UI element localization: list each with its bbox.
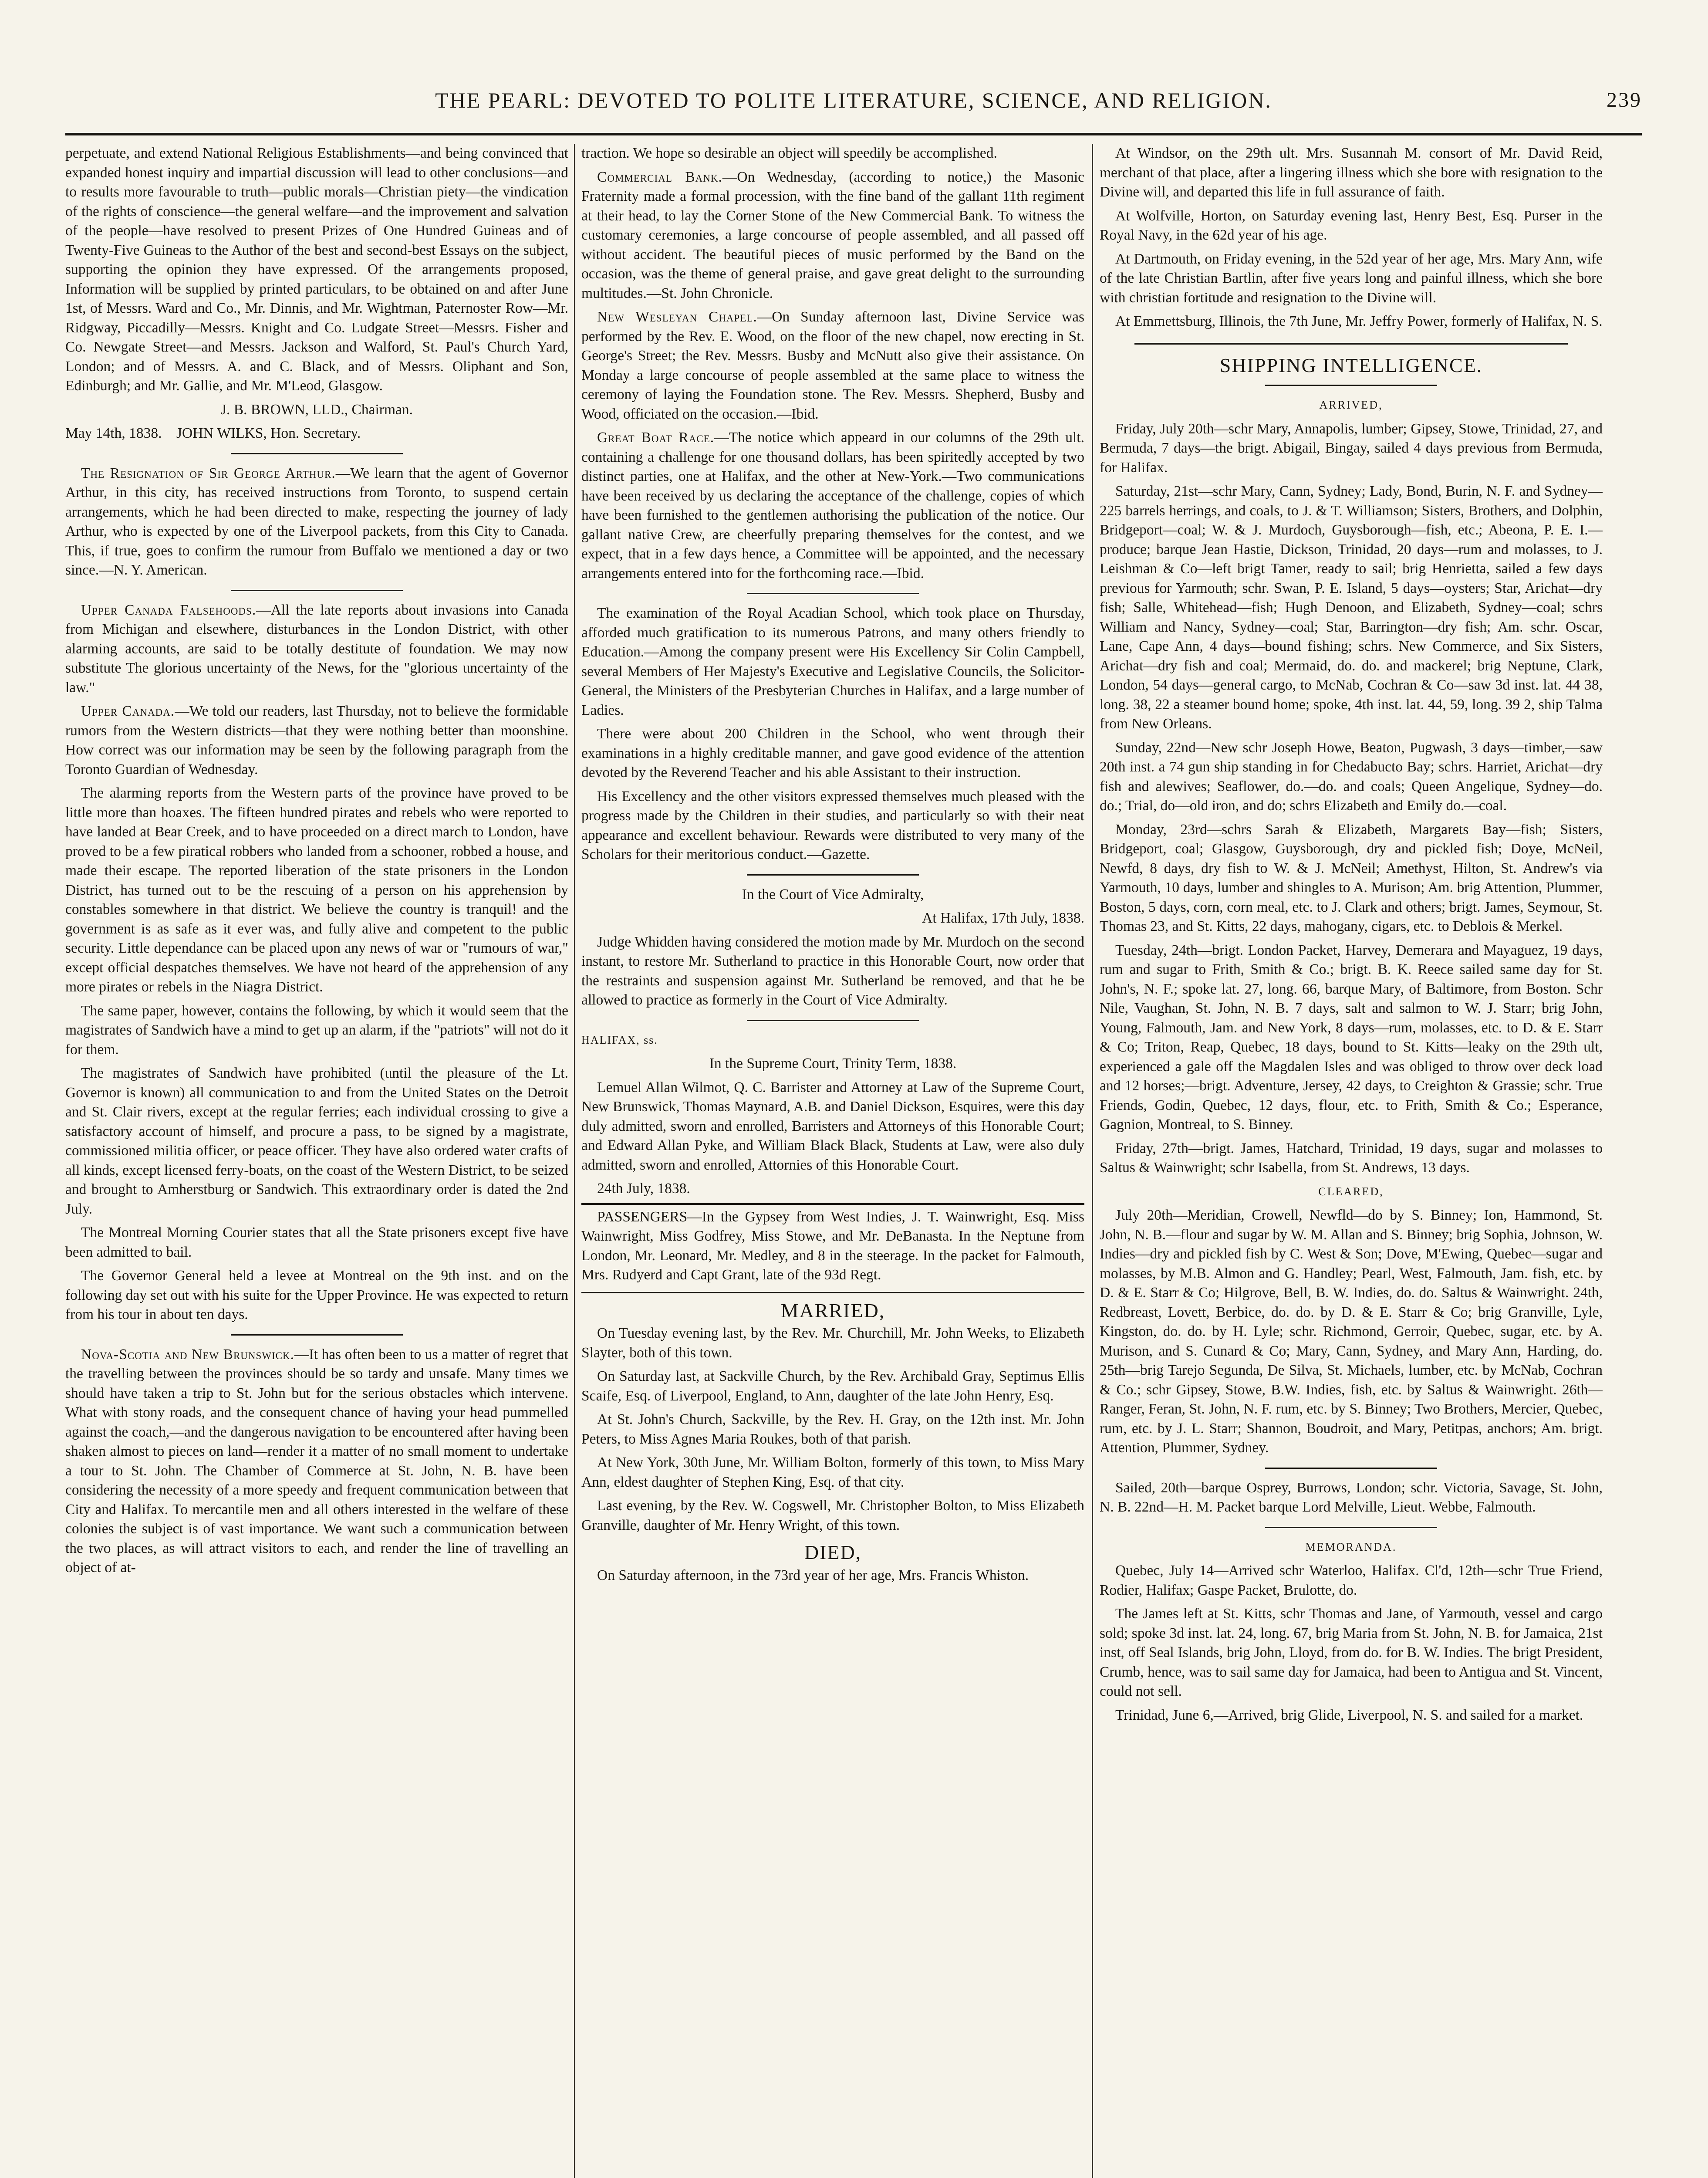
- separator: [1265, 385, 1437, 386]
- supreme-court-date: 24th July, 1838.: [597, 1180, 690, 1197]
- shipping-heading: SHIPPING INTELLIGENCE.: [1219, 354, 1483, 376]
- article-paragraph: His Excellency and the other visitors expressed themselves much pleased with the progress made by the Children in their studies, and particularly so with their neat appearance and excellent behaviour. Rewards were distributed to very many of the Scholars for their meritorious conduct.—Gazette.: [581, 788, 1084, 862]
- column-1: [65, 144, 568, 2178]
- separator: [231, 1334, 403, 1336]
- separator: [1265, 1468, 1437, 1469]
- article-text: —On Sunday afternoon last, Divine Service was performed by the Rev. E. Wood, on the floor of the new chapel, now erecting in St. George's Street; the Rev. Messrs. Busby and McNutt also give their assistance. On Monday a large concourse of people assembled at the same place to witness the ceremony of laying the Foundation stone. The Rev. Messrs. Shepherd, Busby and Wood, officiated on the occasion.—Ibid.: [581, 309, 1084, 422]
- married-heading: MARRIED,: [780, 1299, 885, 1322]
- court-title: In the Court of Vice Admiralty,: [742, 886, 924, 903]
- page-number: 239: [1607, 88, 1642, 112]
- article-prizes: perpetuate, and extend National Religious Establishments—and being convinced that expanded honest inquiry and impartial discussion will lead to other conclusions—and to results more favourable to truth—public morals—Christian piety—the vindication of the rights of conscience—the general welfare—and the improvement and salvation of the people—have resolved to present Prizes of One Hundred Guineas and of Twenty-Five Guineas to the Author of the best and second-best Essays on the subject, supporting the opinion they have expressed. Of the arrangements proposed, Information will be supplied by printed particulars, to be obtained on and after June 1st, of Messrs. Ward and Co., Mr. Dinnis, and Mr. Wightman, Paternoster Row—Mr. Ridgway, Piccadilly—Messrs. Knight and Co. Ludgate Street—Messrs. Fisher and Co. Newgate Street—and Messrs. Jackson and Walford, St. Paul's Church Yard, London; and of Messrs. A. and C. Black, and of Messrs. Oliphant and Son, Edinburgh; and Mr. Gallie, and Mr. M'Leod, Glasgow.: [65, 145, 568, 394]
- article-paragraph: The magistrates of Sandwich have prohibited (until the pleasure of the Lt. Governor is known) all communication to and from the United States on the Detroit and St. Clair rivers, except at the regular ferries; each individual crossing to give a satisfactory account of himself, and procure a pass, to be signed by a magistrate, commissioned militia officer, or peace officer. They have also ordered water crafts of all kinds, except licensed ferry-boats, on the coast of the Western District, to be seized and brought to Amherstburg or Sandwich. This extraordinary order is dated the 2nd July.: [65, 1065, 568, 1217]
- arrived-heading: ARRIVED,: [1319, 399, 1383, 411]
- column-2: [581, 144, 1084, 2178]
- arrived-entry: Saturday, 21st—schr Mary, Cann, Sydney; Lady, Bond, Burin, N. F. and Sydney—225 barrels herrings, and coals, to J. & T. Williamson; Sisters, Brothers, and Dolphin, Bridgeport—coal; W. & J. Murdoch, Guysborough—fish, etc.; Abeona, P. E. I.—produce; barque Jean Hastie, Dickson, Trinidad, 20 days—rum and molasses, to J. Leishman & Co—left brigt Tamer, ready to sail; brig Henrietta, sailed a few days previous for Yarmouth; schr. Swan, P. E. Island, 5 days—oysters; Star, Arichat—dry fish; Salle, Whitehead—fish; Hugh Denoon, and Elizabeth, Sydney—coal; schrs William and Nancy, Sydney—coal; Star, Barrington—dry fish; Am. schr. Oscar, Lane, Cape Ann, 4 days—bound fishing; schrs. New Commerce, and Six Sisters, Arichat—dry fish and coal; Mermaid, do. do. and mackerel; brig Neptune, Clark, London, 54 days—general cargo, to McNab, Cochran & Co—saw 3d inst. lat. 44 38, long. 38, 22 a steamer bound home; spoke, 4th inst. lat. 44, 59, long. 39 2, ship Talma from New Orleans.: [1100, 483, 1603, 732]
- masthead: [65, 83, 1642, 118]
- article-upper-canada: [65, 702, 568, 779]
- column-divider: [1092, 144, 1093, 2178]
- signature-secretary: JOHN WILKS, Hon. Secretary.: [176, 425, 361, 441]
- died-notice: At Windsor, on the 29th ult. Mrs. Susannah M. consort of Mr. David Reid, merchant of that place, after a lingering illness which she bore with resignation to the Divine will, and departed this life in full assurance of faith.: [1100, 145, 1603, 200]
- married-notice: At New York, 30th June, Mr. William Bolton, formerly of this town, to Miss Mary Ann, eldest daughter of Stephen King, Esq. of that city.: [581, 1454, 1084, 1490]
- separator: [747, 593, 919, 594]
- column-3: [1100, 144, 1603, 2178]
- article-school: The examination of the Royal Acadian School, which took place on Thursday, afforded much gratification to its numerous Patrons, and many others friendly to Education.—Among the company present were His Excellency Sir Colin Campbell, several Members of Her Majesty's Executive and Legislative Councils, the Solicitor-General, the Ministers of the Presbyterian Churches in Halifax, and a large number of Ladies.: [581, 605, 1084, 718]
- cleared-entry: July 20th—Meridian, Crowell, Newfld—do by S. Binney; Ion, Hammond, St. John, N. B.—flour and sugar by W. M. Allan and S. Binney; brig Sophia, Johnson, W. Indies—dry and pickled fish by C. West & Son; Dove, M'Ewing, Quebec—sugar and molasses, by M.B. Almon and G. Handley; Pearl, West, Falmouth, Jam. fish, etc. by D. & E. Starr & Co; Hilgrove, Bell, B. W. Indies, do. do. Saltus & Wainwright. 24th, Redbreast, Lovett, Berbice, do. do. by D. & E. Starr & Co; brig Granville, Lyle, Kingston, do. do. by H. Lyle; schr. Richmond, Gerroir, Quebec, sugar, etc. by A. Murison, and S. Cunard & Co; Mary, Cann, Sydney, and Mary Ann, Harding, do. 25th—brig Tarejo Segunda, De Silva, St. Michaels, lumber, etc. by McNab, Cochran & Co.; schr Gipsey, Stowe, B.W. Indies, fish, etc. by Saltus & Wainwright. 26th—Ranger, Feran, St. John, N. F. rum, etc. by S. Binney; Two Brothers, Mercier, Quebec, rum, etc. by J. L. Starr; Shannon, Boudroit, and Mary, Petitpas, anchors; Am. brigt. Attention, Plummer, Sydney.: [1100, 1207, 1603, 1456]
- memoranda-heading: MEMORANDA.: [1305, 1540, 1397, 1553]
- article-paragraph: The alarming reports from the Western parts of the province have proved to be little more than hoaxes. The fifteen hundred pirates and rebels who were reported to have landed at Bear Creek, and to have proceeded on a direct march to London, have proved to be a few piratical robbers who landed from a schooner, robbed a house, and made their escape. The reported liberation of the state prisoners in the London District, has turned out to be the rescuing of a person on his apprehension by constables somewhere in that district. We believe the country is tranquil! and the government is as safe as it ever was, and fully alive and competent to the public security. Little dependance can be placed upon any news of war or "rumours of war," except official despatches themselves. We have not heard of the apprehension of any more pirates or rebels in the Niagra District.: [65, 785, 568, 995]
- died-notice: On Saturday afternoon, in the 73rd year of her age, Mrs. Francis Whiston.: [597, 1567, 1029, 1583]
- died-notice: At Emmettsburg, Illinois, the 7th June, Mr. Jeffry Power, formerly of Halifax, N. S.: [1115, 313, 1603, 329]
- separator: [747, 874, 919, 876]
- article-paragraph: The same paper, however, contains the following, by which it would seem that the magistrates of Sandwich have a mind to get up an alarm, if the "patriots" will not do it for them.: [65, 1002, 568, 1058]
- died-notice: At Dartmouth, on Friday evening, in the 52d year of her age, Mrs. Mary Ann, wife of the late Christian Bartlin, after five years long and painful illness, which she bore with christian fortitude and resignation to the Divine will.: [1100, 250, 1603, 306]
- signature-line: [65, 424, 568, 443]
- arrived-entry: Sunday, 22nd—New schr Joseph Howe, Beaton, Pugwash, 3 days—timber,—saw 20th inst. a 74 gun ship standing in for Chedabucto Bay; schrs. Harriet, Arichat—dry fish and alewives; Seaflower, do.—do. and coals; Queen Angelique, Sydney—do. do.; Trial, do—old iron, and do; schrs Elizabeth and Emily do.—coal.: [1100, 739, 1603, 814]
- signature-chairman: J. B. BROWN, LLD., Chairman.: [220, 401, 413, 418]
- memoranda-entry: The James left at St. Kitts, schr Thomas and Jane, of Yarmouth, vessel and cargo sold; spoke 3d inst. lat. 24, long. 67, brig Maria from St. John, N. B. for Jamaica, 21st inst, off Seal Islands, brig John, Lloyd, from do. for B. W. Indies. The brigt President, Crumb, hence, was to sail same day for Jamaica, had been to Antigua and St. Vincent, could not sell.: [1100, 1606, 1603, 1699]
- court-notice: Judge Whidden having considered the motion made by Mr. Murdoch on the second instant, to restore Mr. Sutherland to practice in this Honorable Court, now order that the restraints and suspension against Mr. Sutherland be removed, and that he be allowed to practice as formerly in the Court of Vice Admiralty.: [581, 933, 1084, 1008]
- article-label: Great Boat Race.: [597, 430, 715, 446]
- sailed-entry: Sailed, 20th—barque Osprey, Burrows, London; schr. Victoria, Savage, St. John, N. B. 22nd—H. M. Packet barque Lord Melville, Lieut. Webbe, Falmouth.: [1100, 1479, 1603, 1515]
- article-text: —All the late reports about invasions into Canada from Michigan and elsewhere, disturbances in the London District, with other alarming accounts, are said to be totally destitute of foundation. We may now substitute The glorious uncertainty of the News, for the "glorious uncertainty of the law.": [65, 602, 568, 696]
- article-paragraph: There were about 200 Children in the School, who went through their examinations in a highly creditable manner, and gave good evidence of the attention devoted by the Reverend Teacher and his able Assistant to their instruction.: [581, 726, 1084, 781]
- married-notice: On Saturday last, at Sackville Church, by the Rev. Archibald Gray, Septimus Ellis Scaife, Esq. of Liverpool, England, to Ann, daughter of the late John Henry, Esq.: [581, 1368, 1084, 1404]
- memoranda-entry: Quebec, July 14—Arrived schr Waterloo, Halifax. Cl'd, 12th—schr True Friend, Rodier, Halifax; Gaspe Packet, Brulotte, do.: [1100, 1562, 1603, 1598]
- article-label: Commercial Bank.: [597, 169, 722, 185]
- article-resignation: [65, 464, 568, 580]
- column-divider: [574, 144, 575, 2178]
- married-notice: At St. John's Church, Sackville, by the Rev. H. Gray, on the 12th inst. Mr. John Peters, to Miss Agnes Maria Roukes, both of that parish.: [581, 1411, 1084, 1447]
- married-notice: On Tuesday evening last, by the Rev. Mr. Churchill, Mr. John Weeks, to Elizabeth Slayter, both of this town.: [581, 1325, 1084, 1361]
- separator: [231, 590, 403, 591]
- supreme-court-notice: Lemuel Allan Wilmot, Q. C. Barrister and Attorney at Law of the Supreme Court, New Brunswick, Thomas Maynard, A.B. and Daniel Dickson, Esquires, were this day duly admitted, sworn and enrolled, Barristers and Attorneys of this Honorable Court; and Edward Allan Pyke, and William Black Black, Students at Law, were also duly admitted, sworn and enrolled, Attornies of this Honorable Court.: [581, 1079, 1084, 1173]
- signature-date: May 14th, 1838.: [65, 425, 162, 441]
- passengers-box: [581, 1203, 1084, 1293]
- masthead-title: THE PEARL: DEVOTED TO POLITE LITERATURE, SCIENCE, AND RELIGION.: [435, 88, 1272, 112]
- arrived-entry: Monday, 23rd—schrs Sarah & Elizabeth, Margarets Bay—fish; Sisters, Bridgeport, coal; Glasgow, Guysborough, dry and pickled fish; Doye, McNeil, Newfd, 8 days, dry fish to W. & J. McNeil; Amethyst, Hilton, St. Andrew's via Yarmouth, 10 days, lumber and shingles to A. Murison; Am. brig Attention, Plummer, Boston, 5 days, corn, corn meal, etc. to J. Clark and others; brigt. James, Seymour, St. Thomas 23, and St. Kitts, 22 days, mahogany, cigars, etc. to Deblois & Merkel.: [1100, 821, 1603, 934]
- article-text: —We told our readers, last Thursday, not to believe the formidable rumors from the Western districts—that they were nothing better than moonshine. How correct was our information may be seen by the following paragraph from the Toronto Guardian of Wednesday.: [65, 703, 568, 778]
- article-label: The Resignation of Sir George Arthur.: [81, 465, 336, 481]
- arrived-entry: Friday, 27th—brigt. James, Hatchard, Trinidad, 19 days, sugar and molasses to Saltus & Wainwright; schr Isabella, from St. Andrews, 13 days.: [1100, 1140, 1603, 1176]
- separator: [231, 453, 403, 454]
- article-text: —It has often been to us a matter of regret that the travelling between the provinces should be so tardy and unsafe. Many times we should have taken a trip to St. John but for the serious obstacles which intervene. What with stony roads, and the consequent chance of having your head pummelled against the coach,—and the dangerous navigation to be encountered after having been shaken almost to pieces on land—render it a matter of no small moment to undertake a tour to St. John. The Chamber of Commerce at St. John, N. B. have been considering the necessity of a more speedy and frequent communication between that City and Halifax. To mercantile men and all others interested in the welfare of these colonies the subject is of vast importance. We want such a communication between the two places, as will attract visitors to each, and render the line of travelling an object of at-: [65, 1346, 568, 1576]
- article-wesleyan-chapel: [581, 308, 1084, 424]
- separator: [1265, 1527, 1437, 1528]
- masthead-rule: [65, 133, 1642, 135]
- memoranda-entry: Trinidad, June 6,—Arrived, brig Glide, Liverpool, N. S. and sailed for a market.: [1115, 1707, 1583, 1723]
- article-text: —On Wednesday, (according to notice,) the Masonic Fraternity made a formal procession, with the fine band of the gallant 11th regiment at their head, to lay the Corner Stone of the New Commercial Bank. To witness the customary ceremonies, a large concourse of people assembled, and all passed off without accident. The beautiful pieces of music performed by the Band on the occasion, was the theme of general praise, and gave great delight to the surrounding multitudes.—St. John Chronicle.: [581, 169, 1084, 301]
- article-paragraph: The Governor General held a levee at Montreal on the 9th inst. and on the following day set out with his suite for the Upper Province. He was expected to return from his tour in about ten days.: [65, 1268, 568, 1322]
- article-commercial-bank: [581, 168, 1084, 304]
- article-text: —We learn that the agent of Governor Arthur, in this city, has received instructions from Toronto, to suspend certain arrangements, which he had been directed to make, respecting the journey of lady Arthur, who is expected by one of the Liverpool packets, from this City to Canada. This, if true, goes to confirm the rumour from Buffalo we mentioned a day or two since.—N. Y. American.: [65, 465, 568, 578]
- died-heading: DIED,: [804, 1541, 862, 1563]
- article-falsehoods: [65, 601, 568, 698]
- supreme-court-title: In the Supreme Court, Trinity Term, 1838.: [709, 1055, 957, 1072]
- article-label: Upper Canada Falsehoods.: [81, 602, 257, 618]
- died-notice: At Wolfville, Horton, on Saturday evening last, Henry Best, Esq. Purser in the Royal Navy, in the 62d year of his age.: [1100, 207, 1603, 243]
- article-nova-scotia: [65, 1345, 568, 1578]
- article-label: New Wesleyan Chapel.: [597, 309, 757, 325]
- passengers-text: PASSENGERS—In the Gypsey from West Indies, J. T. Wainwright, Esq. Miss Wainwright, Miss Godfrey, Miss Stowe, and Mr. DeBanasta. In the Neptune from London, Mr. Leonard, Mr. Medley, and 8 in the steerage. In the packet for Falmouth, Mrs. Rudyerd and Capt Grant, late of the 93d Regt.: [581, 1208, 1084, 1283]
- court-place: At Halifax, 17th July, 1838.: [922, 910, 1084, 926]
- arrived-entry: Tuesday, 24th—brigt. London Packet, Harvey, Demerara and Mayaguez, 19 days, rum and sugar to Frith, Smith & Co.; brigt. B. K. Reece sailed same day for St. John's, N. F.; spoke lat. 27, long. 66, barque Mary, of Baltimore, from Boston. Schr Nile, Vaughan, St. John, N. B. 7 days, salt and salmon to W. J. Starr; brig John, Young, Falmouth, Jam. and New York, 8 days—rum, molasses, etc. to D. & E. Starr & Co; Triton, Reap, Quebec, 18 days, bound to St. Kitts—leaky on the 29th ult, experienced a gale off the Magdalen Isles and was obliged to throw over deck load and 12 horses;—brigt. Adventure, Jersey, 42 days, to Creighton & Grassie; schr. True Friends, Godin, Quebec, 12 days, flour, etc. to Frith, Smith & Co.; Esperance, Gagnion, Montreal, to S. Binney.: [1100, 942, 1603, 1133]
- married-notice: Last evening, by the Rev. W. Cogswell, Mr. Christopher Bolton, to Miss Elizabeth Granville, daughter of Mr. Henry Wright, of this town.: [581, 1498, 1084, 1533]
- article-label: Nova-Scotia and New Brunswick.: [81, 1346, 295, 1363]
- halifax-ss: HALIFAX, ss.: [581, 1033, 658, 1046]
- article-text: —The notice which appeard in our columns of the 29th ult. containing a challenge for one thousand dollars, has been spiritedly accepted by two distinct parties, one at Halifax, and the other at New-York.—Two communications have been received by us declaring the acceptance of the challenge, copies of which have been furnished to the gentlemen authorising the publication of the notice. Our gallant native Crew, are cheerfully preparing themselves for the contest, and we expect, that in a few days hence, a Committee will be appointed, and the necessary arrangements entered into for the forthcoming race.—Ibid.: [581, 430, 1084, 582]
- arrived-entry: Friday, July 20th—schr Mary, Annapolis, lumber; Gipsey, Stowe, Trinidad, 27, and Bermuda, 7 days—the brigt. Abigail, Bingay, sailed 4 days previous from Bermuda, for Halifax.: [1100, 420, 1603, 476]
- article-continuation: traction. We hope so desirable an object will speedily be accomplished.: [581, 145, 997, 161]
- article-boat-race: [581, 428, 1084, 583]
- separator: [1134, 343, 1568, 345]
- separator: [747, 1020, 919, 1021]
- article-paragraph: The Montreal Morning Courier states that all the State prisoners except five have been admitted to bail.: [65, 1224, 568, 1260]
- article-label: Upper Canada.: [81, 703, 175, 719]
- cleared-heading: CLEARED,: [1318, 1185, 1384, 1198]
